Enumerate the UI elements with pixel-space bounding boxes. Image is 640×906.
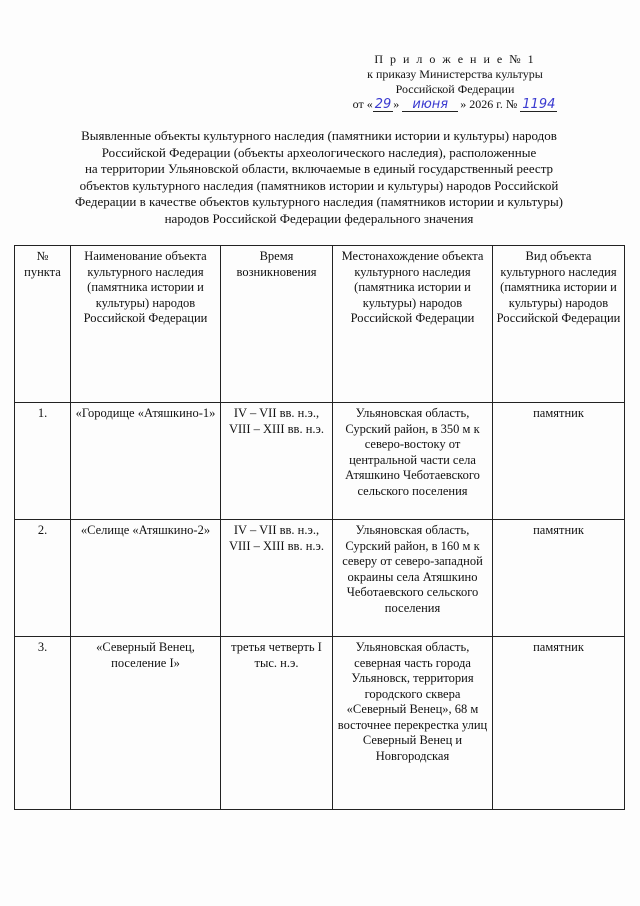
document-title [20,128,618,227]
cell-type: памятник [493,520,625,637]
header-time: Время возникновения [221,246,333,403]
date-year: » 2026 г. № [460,97,518,111]
handwritten-day: 29 [374,97,392,112]
cell-type: памятник [493,637,625,810]
appendix-header [330,52,580,112]
header-number: № пункта [15,246,71,403]
cell-time: IV – VII вв. н.э., VIII – XIII вв. н.э. [221,403,333,520]
header-name: Наименование объекта культурного наследия (памятника истории и культуры) народов Российской Федерации [71,246,221,403]
appendix-ministry-line: Российской Федерации [395,82,515,96]
title-line: народов Российской Федерации федерального значения [164,210,474,226]
header-type: Вид объекта культурного наследия (памятника истории и культуры) народов Российской Федерации [493,246,625,403]
cell-time: третья четверть I тыс. н.э. [221,637,333,810]
cell-type: памятник [493,403,625,520]
title-line: на территории Ульяновской области, включаемые в единый государственный реестр [84,161,554,176]
appendix-order-line: к приказу Министерства культуры [367,67,543,81]
cell-time: IV – VII вв. н.э., VIII – XIII вв. н.э. [221,520,333,637]
cell-name: «Городище «Атяшкино-1» [71,403,221,520]
table-row [15,520,625,637]
cell-name: «Северный Венец, поселение I» [71,637,221,810]
heritage-objects-table [14,245,625,810]
appendix-title: П р и л о ж е н и е № 1 [374,52,536,66]
appendix-date-line: от « 29 » июня » 2026 г. № 1194 [352,97,556,112]
cell-number: 3. [15,637,71,810]
table-header-row [15,246,625,403]
table-row [15,637,625,810]
header-location: Местонахождение объекта культурного наследия (памятника истории и культуры) народов Российской Федерации [333,246,493,403]
cell-location: Ульяновская область, Сурский район, в 160 м к северу от северо-западной окраины села Атяшкино Чеботаевского сельского поселения [333,520,493,637]
title-line: Выявленные объекты культурного наследия (памятники истории и культуры) народов [81,128,557,143]
date-prefix: от « [352,97,373,111]
title-line: Федерации в качестве объектов культурного наследия (памятников истории и культуры) [74,194,564,209]
title-line: объектов культурного наследия (памятников истории и культуры) народов Российской [79,177,559,193]
handwritten-order-number: 1194 [522,97,556,112]
title-line: Российской Федерации (объекты археологического наследия), расположенные [101,144,537,160]
cell-location: Ульяновская область, северная часть города Ульяновск, территория городского сквера «Северный Венец», 68 м восточнее перекрестка улиц Северный Венец и Новгородская [333,637,493,810]
table-row [15,403,625,520]
cell-number: 2. [15,520,71,637]
handwritten-month: июня [402,98,458,112]
cell-location: Ульяновская область, Сурский район, в 350 м к северо-востоку от центральной части села Атяшкино Чеботаевского сельского поселения [333,403,493,520]
cell-number: 1. [15,403,71,520]
cell-name: «Селище «Атяшкино-2» [71,520,221,637]
